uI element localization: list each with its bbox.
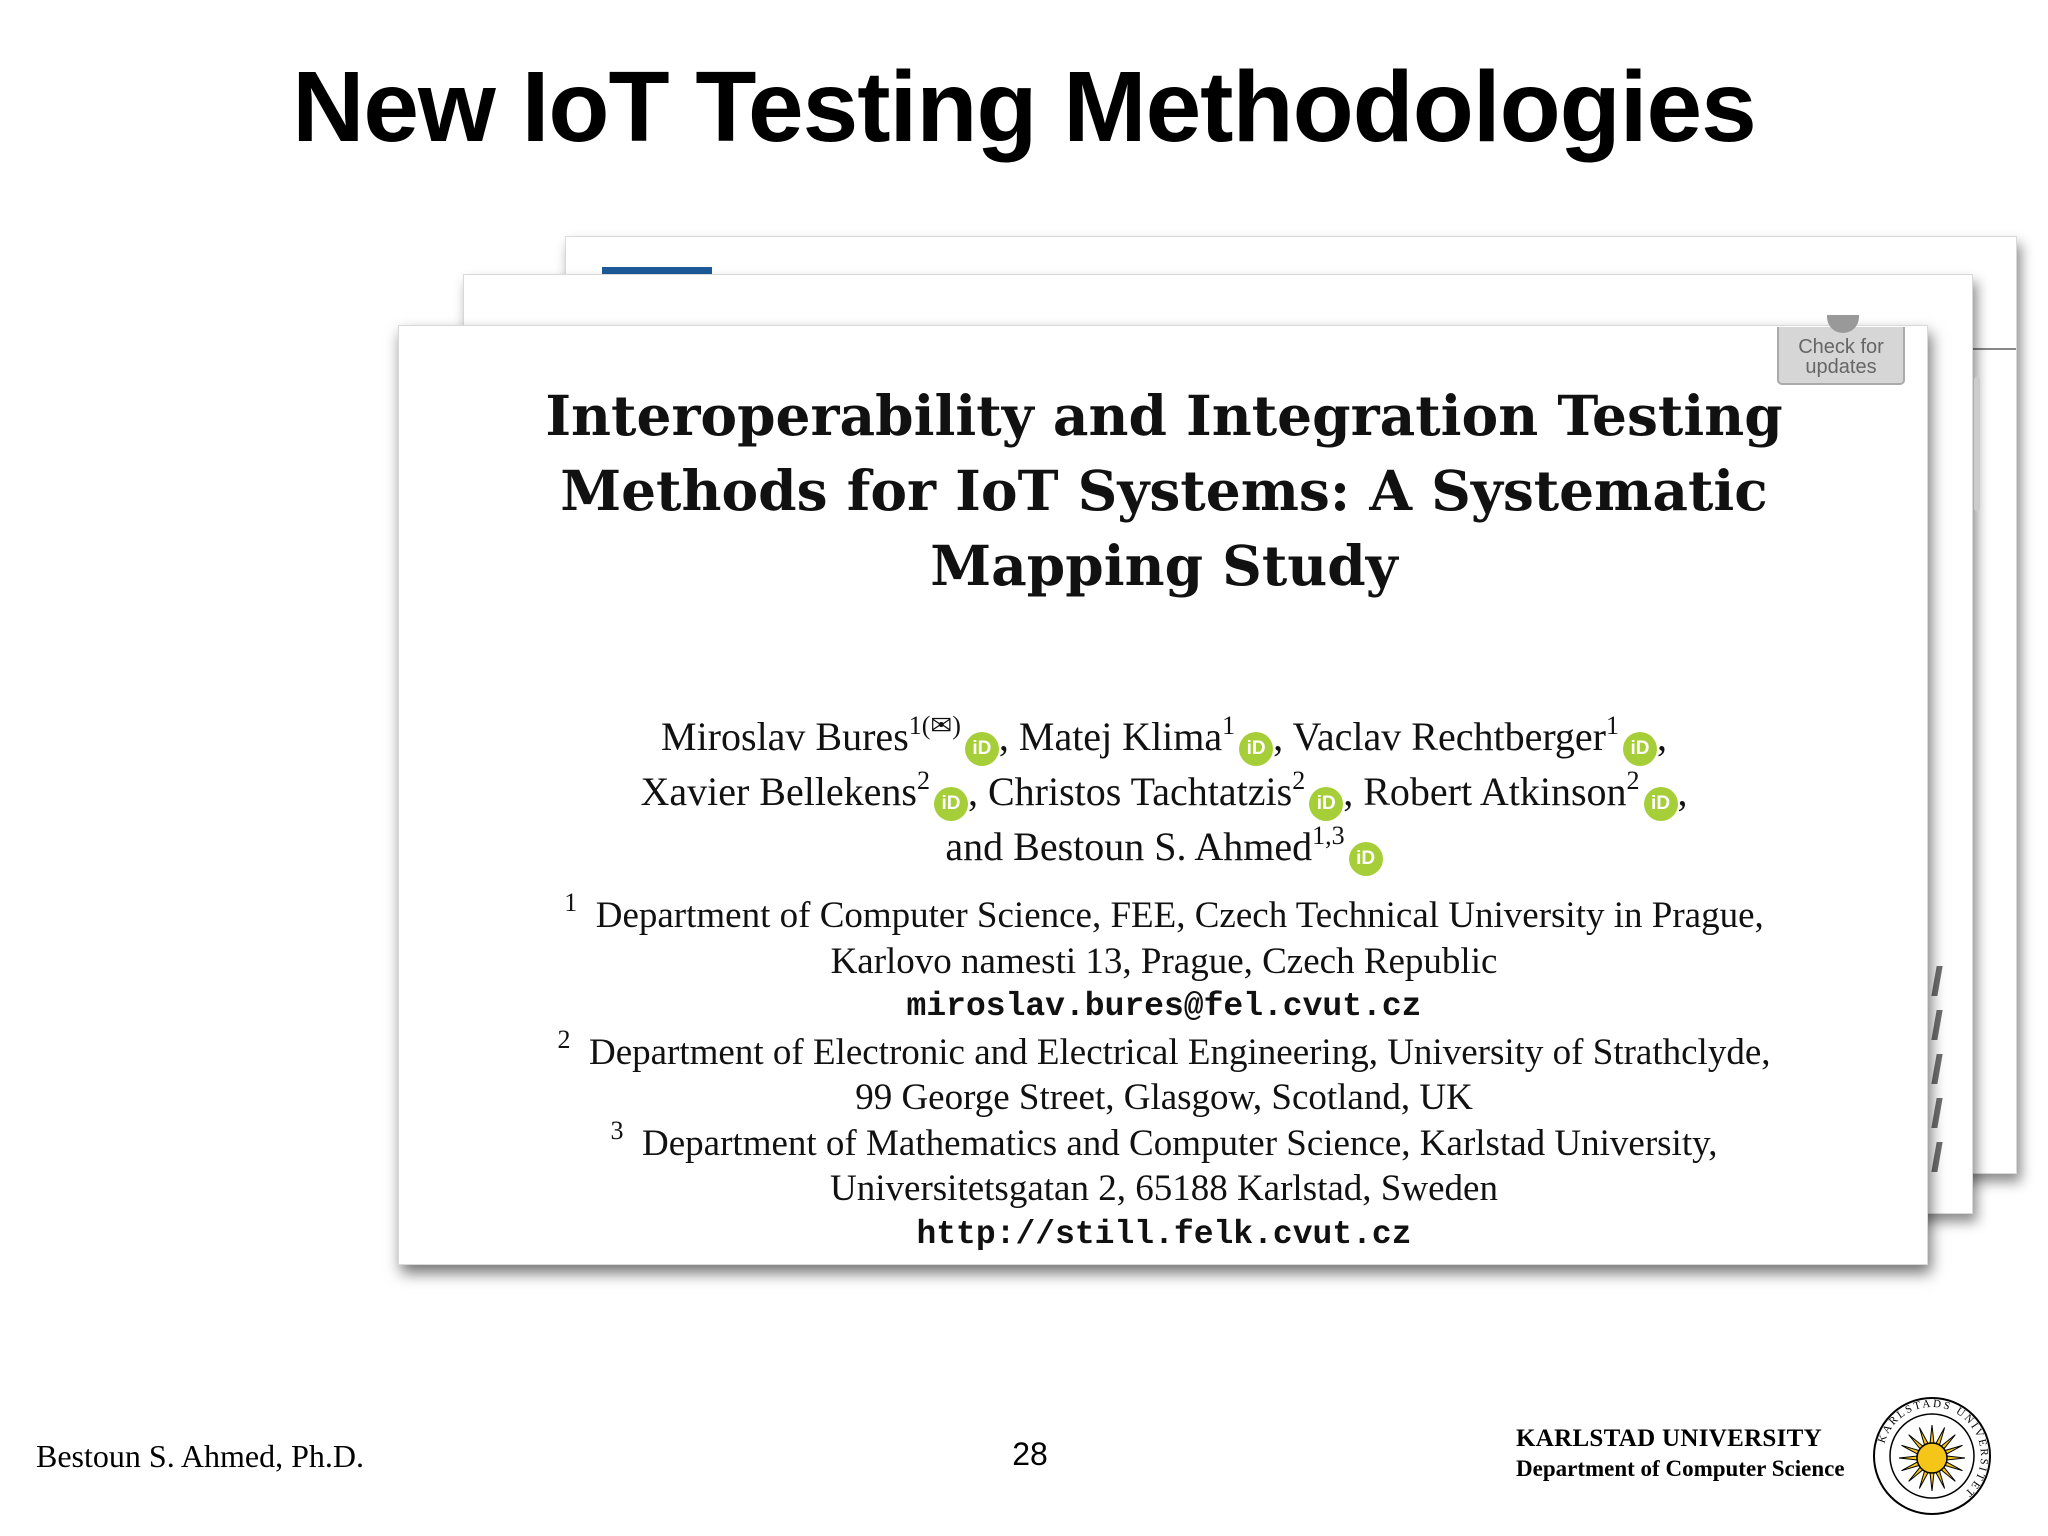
sun-ray [1947, 1456, 1965, 1460]
author-name: Vaclav Rechtberger [1292, 714, 1606, 759]
sun-ray [1899, 1456, 1917, 1460]
sun-ray [1919, 1471, 1928, 1488]
check-badge-line2: updates [1805, 356, 1877, 378]
check-badge-line1: Check for [1798, 336, 1884, 358]
affiliation-number: 3 [610, 1115, 624, 1145]
author-name: Robert Atkinson [1363, 769, 1627, 814]
sun-ray [1930, 1425, 1934, 1443]
affiliation-list [429, 888, 1899, 1257]
sun-ray [1941, 1435, 1955, 1449]
orcid-icon[interactable]: iD [965, 732, 999, 766]
author-line: Xavier Bellekens$^2$iD , Christos Tachtatzis$^2$iD , Robert Atkinson$^2$iD , [459, 766, 1869, 821]
university-seal-icon [1870, 1394, 1994, 1518]
sun-ray [1902, 1445, 1919, 1454]
paper-front-page [398, 325, 1928, 1265]
author-email-link[interactable]: miroslav.bures@fel.cvut.cz [906, 988, 1422, 1025]
university-block [1516, 1424, 1845, 1484]
author-affil-sup: 2 [1292, 766, 1306, 795]
affiliation-number: 2 [557, 1024, 571, 1054]
orcid-icon[interactable]: iD [1309, 787, 1343, 821]
sun-ray [1945, 1445, 1962, 1454]
author-name: Xavier Bellekens [640, 769, 917, 814]
orcid-icon[interactable]: iD [934, 787, 968, 821]
author-affil-sup: 2 [917, 766, 930, 795]
presenter-name: Bestoun S. Ahmed, Ph.D. [36, 1438, 365, 1474]
author-affil-sup: 1 [1222, 711, 1236, 740]
author-name: Christos Tachtatzis [988, 769, 1293, 814]
check-for-updates-badge[interactable] [1777, 327, 1905, 385]
affiliation-text: Department of Mathematics and Computer Science, Karlstad University, [642, 1122, 1718, 1164]
author-prefix: and [945, 824, 1014, 869]
author-name: Bestoun S. Ahmed [1013, 824, 1313, 869]
paper-title-line: Methods for IoT Systems: A Systematic [560, 458, 1768, 523]
slide-title: New IoT Testing Methodologies [292, 51, 1756, 163]
sun-ray [1902, 1462, 1919, 1471]
divider [1968, 348, 2016, 350]
sun-ray [1919, 1428, 1928, 1445]
author-affil-sup: 1(✉) [908, 711, 961, 740]
crossmark-icon [1827, 315, 1859, 333]
university-name: KARLSTAD UNIVERSITY [1516, 1425, 1822, 1452]
orcid-icon[interactable]: iD [1349, 842, 1383, 876]
affiliation-text: Department of Electronic and Electrical Engineering, University of Strathclyde, [588, 1031, 1771, 1073]
author-name: Miroslav Bures [661, 714, 909, 759]
page-number: 28 [1012, 1436, 1048, 1472]
paper-title-line: Interoperability and Integration Testing [545, 383, 1783, 448]
author-affil-sup: 1 [1606, 711, 1619, 740]
affiliation-address: 99 George Street, Glasgow, Scotland, UK [855, 1077, 1473, 1118]
sun-ray [1930, 1473, 1934, 1491]
badge-edge [1974, 377, 1980, 511]
orcid-icon[interactable]: iD [1623, 732, 1657, 766]
sun-ray [1945, 1462, 1962, 1471]
orcid-icon[interactable]: iD [1644, 787, 1678, 821]
author-line [459, 821, 1869, 876]
sun-ray [1909, 1467, 1923, 1481]
author-list [459, 711, 1869, 876]
affiliation-line [429, 888, 1899, 939]
affiliation-number: 1 [564, 888, 578, 917]
affiliation-text: Department of Computer Science, FEE, Czech Technical University in Prague, [595, 895, 1764, 936]
paper-title-line: Mapping Study [930, 533, 1398, 598]
orcid-icon[interactable]: iD [1239, 732, 1273, 766]
author-affil-sup: 2 [1626, 766, 1640, 795]
sun-ray [1909, 1435, 1923, 1449]
department-name: Department of Computer Science [1516, 1456, 1845, 1481]
author-line: Miroslav Bures$^{1(✉)}$iD , Matej Klima$^1$iD , Vaclav Rechtberger$^1$iD , [459, 711, 1869, 766]
author-name: Matej Klima [1018, 714, 1223, 759]
affiliation-address: Karlovo namesti 13, Prague, Czech Republic [830, 940, 1498, 982]
sun-ray [1936, 1428, 1945, 1445]
paper-title [479, 378, 1849, 603]
partial-text-marks [1930, 952, 1944, 1212]
seal-text: KARLSTADS UNIVERSITET [1875, 1397, 1991, 1501]
affiliation-line [429, 1115, 1899, 1167]
affiliation-line [429, 1024, 1899, 1076]
affiliation-address: Universitetsgatan 2, 65188 Karlstad, Sweden [830, 1168, 1498, 1209]
sun-ray [1936, 1471, 1945, 1488]
author-affil-sup: 1,3 [1312, 821, 1345, 850]
project-url-link[interactable]: http://still.felk.cvut.cz [916, 1215, 1412, 1253]
sun-ray [1941, 1467, 1955, 1481]
